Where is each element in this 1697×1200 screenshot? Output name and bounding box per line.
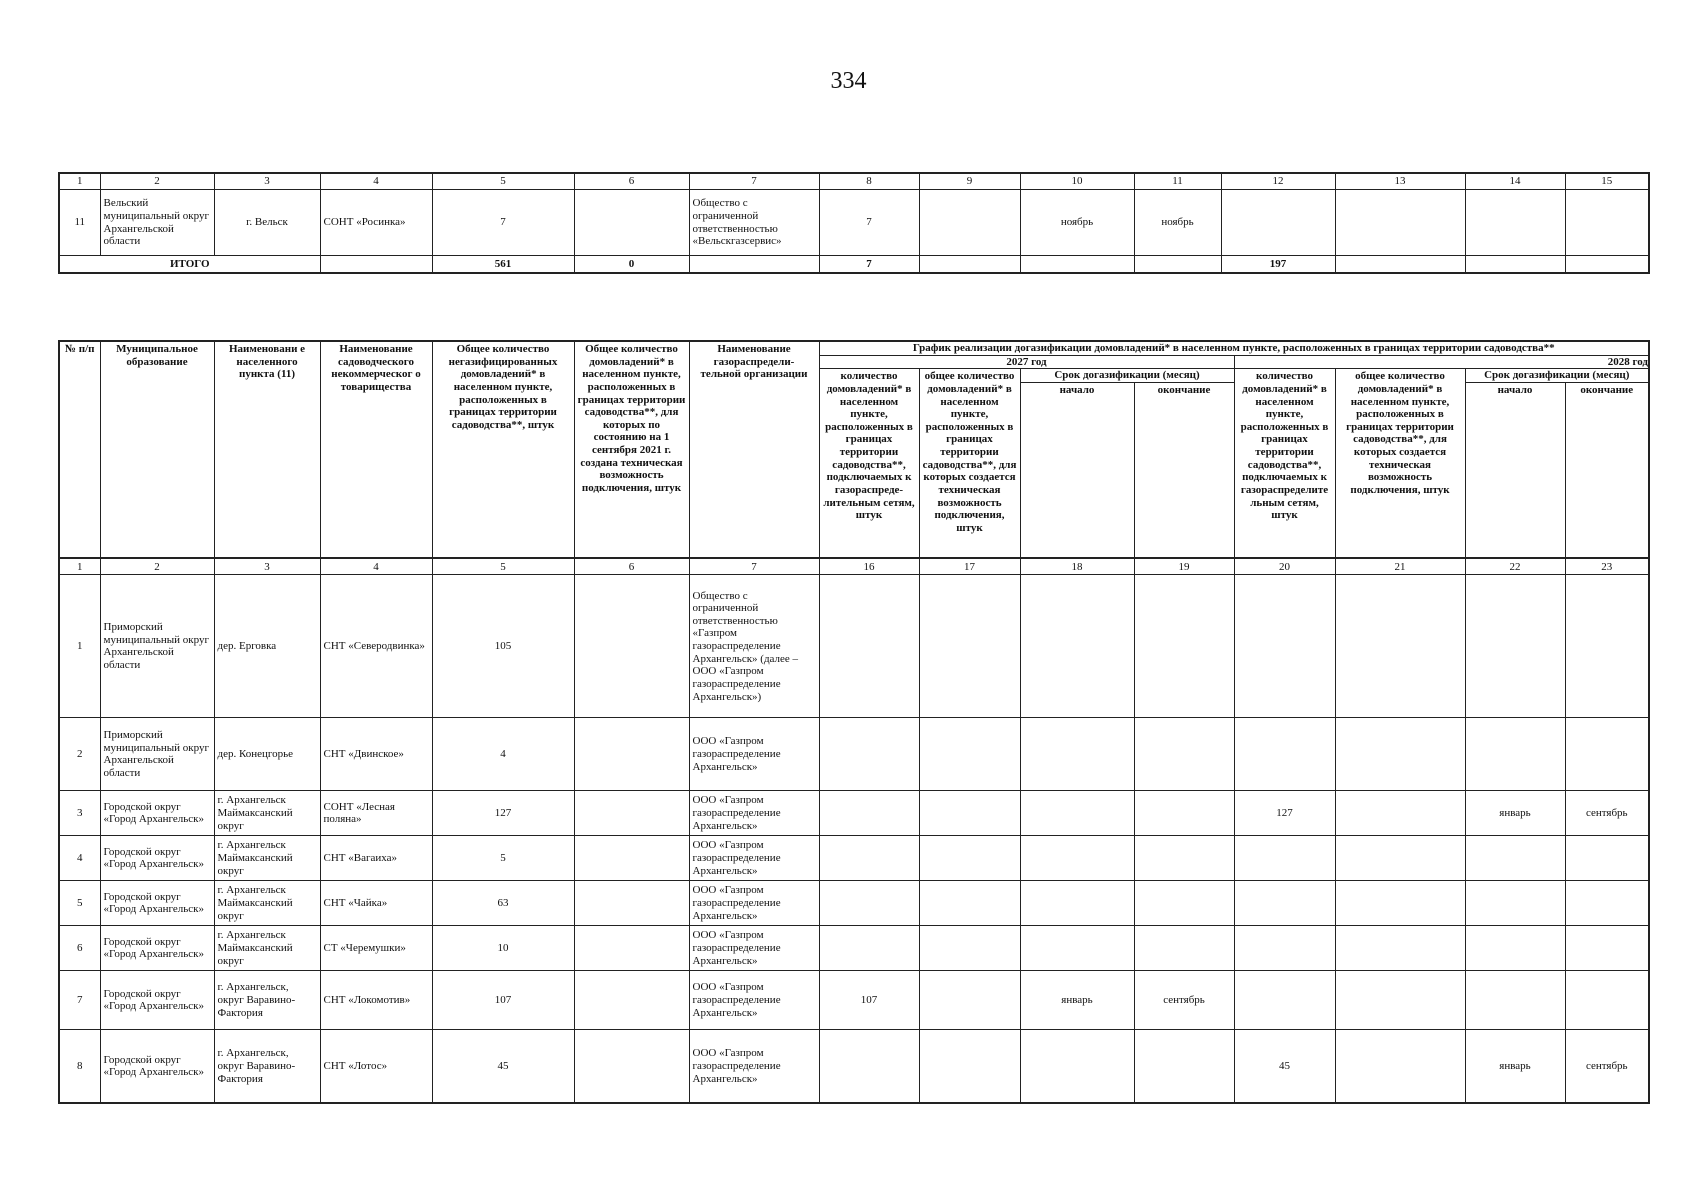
snt-cell: СНТ «Северодвинка»: [320, 575, 432, 718]
cell: [919, 881, 1020, 926]
cell: 107: [819, 971, 919, 1030]
cell: [919, 718, 1020, 791]
header-snt: Наименование садоводческого некоммерческог о товарищества: [320, 341, 432, 558]
municipality-cell: Городской округ «Город Архангельск»: [100, 881, 214, 926]
col-num: 13: [1335, 173, 1465, 190]
cell: [574, 881, 689, 926]
cell: [1335, 791, 1465, 836]
settlement-cell: г. Архангельск Маймаксанский округ: [214, 881, 320, 926]
total-cell: 105: [432, 575, 574, 718]
municipality-cell: Городской округ «Город Архангельск»: [100, 836, 214, 881]
municipality-cell: Приморский муниципальный округ Архангельской области: [100, 575, 214, 718]
cell: [1234, 926, 1335, 971]
cell: [1134, 256, 1221, 274]
header-start-2027: начало: [1020, 382, 1134, 558]
cell: [1134, 1030, 1234, 1104]
cell: [574, 971, 689, 1030]
cell: [1465, 256, 1565, 274]
cell: [1565, 575, 1649, 718]
table-row: [59, 1030, 1649, 1104]
col-num: 8: [819, 173, 919, 190]
row-number: 2: [59, 718, 100, 791]
cell: [1020, 926, 1134, 971]
cell: [1465, 971, 1565, 1030]
org-cell: ООО «Газпром газораспределение Архангельск»: [689, 836, 819, 881]
settlement-cell: г. Архангельск Маймаксанский округ: [214, 791, 320, 836]
settlement-cell: дер. Ерговка: [214, 575, 320, 718]
snt-cell: СНТ «Локомотив»: [320, 971, 432, 1030]
cell: [919, 190, 1020, 256]
col-num: 3: [214, 558, 320, 575]
cell: [574, 791, 689, 836]
header-end-2028: окончание: [1565, 382, 1649, 558]
cell: [1465, 718, 1565, 791]
cell: [1020, 575, 1134, 718]
settlement-cell: г. Архангельск Маймаксанский округ: [214, 926, 320, 971]
cell: [1465, 926, 1565, 971]
cell: [819, 791, 919, 836]
cell: январь: [1020, 971, 1134, 1030]
cell: [1134, 926, 1234, 971]
cell: сентябрь: [1565, 1030, 1649, 1104]
col-num: 7: [689, 558, 819, 575]
cell: [919, 575, 1020, 718]
header-end-2027: окончание: [1134, 382, 1234, 558]
col-num: 1: [59, 173, 100, 190]
col-num: 21: [1335, 558, 1465, 575]
total-cell: 63: [432, 881, 574, 926]
cell: [1565, 190, 1649, 256]
col-num: 4: [320, 173, 432, 190]
snt-cell: СОНТ «Росинка»: [320, 190, 432, 256]
total-c5: 561: [432, 256, 574, 274]
cell: январь: [1465, 1030, 1565, 1104]
total-cell: 5: [432, 836, 574, 881]
header-row-1: [59, 341, 1649, 355]
cell: [1335, 575, 1465, 718]
snt-cell: СНТ «Вагаиха»: [320, 836, 432, 881]
header-created-2027: общее количество домовладений* в населенном пункте, расположенных в границах территории садоводства**, для которых создается техническая возможность подключения, штук: [919, 369, 1020, 559]
total-c12: 197: [1221, 256, 1335, 274]
col-num: 10: [1020, 173, 1134, 190]
column-number-row: [59, 558, 1649, 575]
col-num: 4: [320, 558, 432, 575]
table-row: [59, 926, 1649, 971]
col-num: 11: [1134, 173, 1221, 190]
row-number: 4: [59, 836, 100, 881]
cell: сентябрь: [1134, 971, 1234, 1030]
snt-cell: СНТ «Чайка»: [320, 881, 432, 926]
cell: 7: [819, 190, 919, 256]
col-num: 23: [1565, 558, 1649, 575]
row-number: 1: [59, 575, 100, 718]
cell: [1020, 791, 1134, 836]
cell: [1335, 718, 1465, 791]
header-connected-2027: количество домовладений* в населенном пункте, расположенных в границах территории садоводства**, подключаемых к газораспреде- лительным сетям, штук: [819, 369, 919, 559]
cell: [1134, 791, 1234, 836]
col-num: 3: [214, 173, 320, 190]
col-num: 12: [1221, 173, 1335, 190]
col-num: 2: [100, 558, 214, 575]
row-number: 7: [59, 971, 100, 1030]
org-cell: ООО «Газпром газораспределение Архангельск»: [689, 881, 819, 926]
cell: [1020, 1030, 1134, 1104]
table-row: [59, 881, 1649, 926]
col-num: 16: [819, 558, 919, 575]
cell: [819, 575, 919, 718]
cell: [1565, 836, 1649, 881]
cell: [1335, 836, 1465, 881]
cell: [1465, 836, 1565, 881]
cell: [1234, 881, 1335, 926]
col-num: 19: [1134, 558, 1234, 575]
main-table: [58, 340, 1650, 1104]
header-term-2028: Срок догазификации (месяц): [1465, 369, 1649, 383]
snt-cell: СНТ «Двинское»: [320, 718, 432, 791]
total-cell: 10: [432, 926, 574, 971]
row-number: 3: [59, 791, 100, 836]
cell: [1335, 1030, 1465, 1104]
row-number: 6: [59, 926, 100, 971]
col-num: 20: [1234, 558, 1335, 575]
header-settlement: Наименовани е населенного пункта (11): [214, 341, 320, 558]
snt-cell: СТ «Черемушки»: [320, 926, 432, 971]
cell: [1335, 190, 1465, 256]
cell: [819, 836, 919, 881]
col-num: 17: [919, 558, 1020, 575]
header-num: № п/п: [59, 341, 100, 558]
row-number: 8: [59, 1030, 100, 1104]
col-num: 5: [432, 173, 574, 190]
col-num: 6: [574, 558, 689, 575]
cell: [1134, 575, 1234, 718]
cell: [819, 718, 919, 791]
header-term-2027: Срок догазификации (месяц): [1020, 369, 1234, 383]
cell: [919, 926, 1020, 971]
total-cell: 127: [432, 791, 574, 836]
data-rows: [59, 575, 1649, 1104]
col-num: 7: [689, 173, 819, 190]
col-num: 2: [100, 173, 214, 190]
municipality-cell: Приморский муниципальный округ Архангельской области: [100, 718, 214, 791]
cell: январь: [1465, 791, 1565, 836]
settlement-cell: г. Архангельск, округ Варавино-Фактория: [214, 1030, 320, 1104]
cell: [1335, 926, 1465, 971]
org-cell: ООО «Газпром газораспределение Архангельск»: [689, 718, 819, 791]
cell: [1234, 718, 1335, 791]
org-cell: ООО «Газпром газораспределение Архангельск»: [689, 971, 819, 1030]
municipality-cell: Вельский муниципальный округ Архангельской области: [100, 190, 214, 256]
cell: [1134, 718, 1234, 791]
total-cell: 7: [432, 190, 574, 256]
col-num: 14: [1465, 173, 1565, 190]
total-row: [59, 256, 1649, 274]
cell: [574, 718, 689, 791]
cell: [919, 1030, 1020, 1104]
col-num: 22: [1465, 558, 1565, 575]
header-municipality: Муниципальное образование: [100, 341, 214, 558]
cell: [320, 256, 432, 274]
settlement-cell: г. Архангельск, округ Варавино-Фактория: [214, 971, 320, 1030]
cell: [919, 256, 1020, 274]
column-number-row: [59, 173, 1649, 190]
header-total: Общее количество негазифицированных домовладений* в населенном пункте, расположенных в границах территории садоводства**, штук: [432, 341, 574, 558]
cell: [1565, 256, 1649, 274]
page-number: 334: [830, 68, 867, 94]
cell: 127: [1234, 791, 1335, 836]
cell: [1335, 256, 1465, 274]
municipality-cell: Городской округ «Город Архангельск»: [100, 1030, 214, 1104]
cell: [1565, 881, 1649, 926]
total-label: ИТОГО: [59, 256, 320, 274]
cell: [1221, 190, 1335, 256]
org-cell: Общество с ограниченной ответственностью «Вельскгазсервис»: [689, 190, 819, 256]
header-created-2028: общее количество домовладений* в населенном пункте, расположенных в границах территории садоводства**, для которых создается техническая возможность подключения, штук: [1335, 369, 1465, 559]
row-number: 5: [59, 881, 100, 926]
cell: [819, 881, 919, 926]
cell: [1465, 190, 1565, 256]
header-connected-2028: количество домовладений* в населенном пункте, расположенных в границах территории садоводства**, подключаемых к газораспределите льным сетям, штук: [1234, 369, 1335, 559]
cell: [1134, 836, 1234, 881]
org-cell: Общество с ограниченной ответственностью «Газпром газораспределение Архангельск» (далее – ООО «Газпром газораспределение Архангельск»): [689, 575, 819, 718]
cell: [1234, 836, 1335, 881]
settlement-cell: г. Архангельск Маймаксанский округ: [214, 836, 320, 881]
cell: [919, 971, 1020, 1030]
org-cell: ООО «Газпром газораспределение Архангельск»: [689, 1030, 819, 1104]
cell: [819, 1030, 919, 1104]
cell: [574, 190, 689, 256]
municipality-cell: Городской округ «Город Архангельск»: [100, 926, 214, 971]
header-year-2028: 2028 год: [1234, 355, 1649, 369]
row-number: 11: [59, 190, 100, 256]
col-num: 9: [919, 173, 1020, 190]
cell: [574, 926, 689, 971]
cell: ноябрь: [1020, 190, 1134, 256]
cell: [1335, 881, 1465, 926]
cell: 45: [1234, 1030, 1335, 1104]
cell: ноябрь: [1134, 190, 1221, 256]
table-row: [59, 971, 1649, 1030]
total-c8: 7: [819, 256, 919, 274]
cell: [689, 256, 819, 274]
table-row: [59, 836, 1649, 881]
cell: [919, 836, 1020, 881]
total-c6: 0: [574, 256, 689, 274]
col-num: 5: [432, 558, 574, 575]
cell: [574, 1030, 689, 1104]
table-row: [59, 575, 1649, 718]
cell: [1020, 718, 1134, 791]
cell: [1020, 881, 1134, 926]
cell: [1020, 836, 1134, 881]
cell: [1234, 971, 1335, 1030]
col-num: 15: [1565, 173, 1649, 190]
org-cell: ООО «Газпром газораспределение Архангельск»: [689, 791, 819, 836]
cell: [819, 926, 919, 971]
cell: [1234, 575, 1335, 718]
org-cell: ООО «Газпром газораспределение Архангельск»: [689, 926, 819, 971]
total-cell: 107: [432, 971, 574, 1030]
continuation-table: [58, 172, 1650, 274]
cell: [1134, 881, 1234, 926]
cell: [1020, 256, 1134, 274]
snt-cell: СНТ «Лотос»: [320, 1030, 432, 1104]
header-year-2027: 2027 год: [819, 355, 1234, 369]
cell: [1335, 971, 1465, 1030]
table-row: [59, 791, 1649, 836]
total-cell: 4: [432, 718, 574, 791]
cell: [1565, 971, 1649, 1030]
municipality-cell: Городской округ «Город Архангельск»: [100, 971, 214, 1030]
cell: [1565, 926, 1649, 971]
header-start-2028: начало: [1465, 382, 1565, 558]
municipality-cell: Городской округ «Город Архангельск»: [100, 791, 214, 836]
col-num: 18: [1020, 558, 1134, 575]
header-capable: Общее количество домовладений* в населенном пункте, расположенных в границах территории садоводства**, для которых по состоянию на 1 сентября 2021 г. создана техническая возможность подключения, штук: [574, 341, 689, 558]
cell: сентябрь: [1565, 791, 1649, 836]
cell: [574, 836, 689, 881]
col-num: 6: [574, 173, 689, 190]
cell: [1565, 718, 1649, 791]
cell: [1465, 575, 1565, 718]
header-schedule: График реализации догазификации домовладений* в населенном пункте, расположенных в границах территории садоводства**: [819, 341, 1649, 355]
settlement-cell: дер. Конецгорье: [214, 718, 320, 791]
table-row: [59, 718, 1649, 791]
header-org: Наименование газораспредели- тельной организации: [689, 341, 819, 558]
settlement-cell: г. Вельск: [214, 190, 320, 256]
cell: [1465, 881, 1565, 926]
snt-cell: СОНТ «Лесная поляна»: [320, 791, 432, 836]
col-num: 1: [59, 558, 100, 575]
table-row: [59, 190, 1649, 256]
cell: [919, 791, 1020, 836]
cell: [574, 575, 689, 718]
total-cell: 45: [432, 1030, 574, 1104]
